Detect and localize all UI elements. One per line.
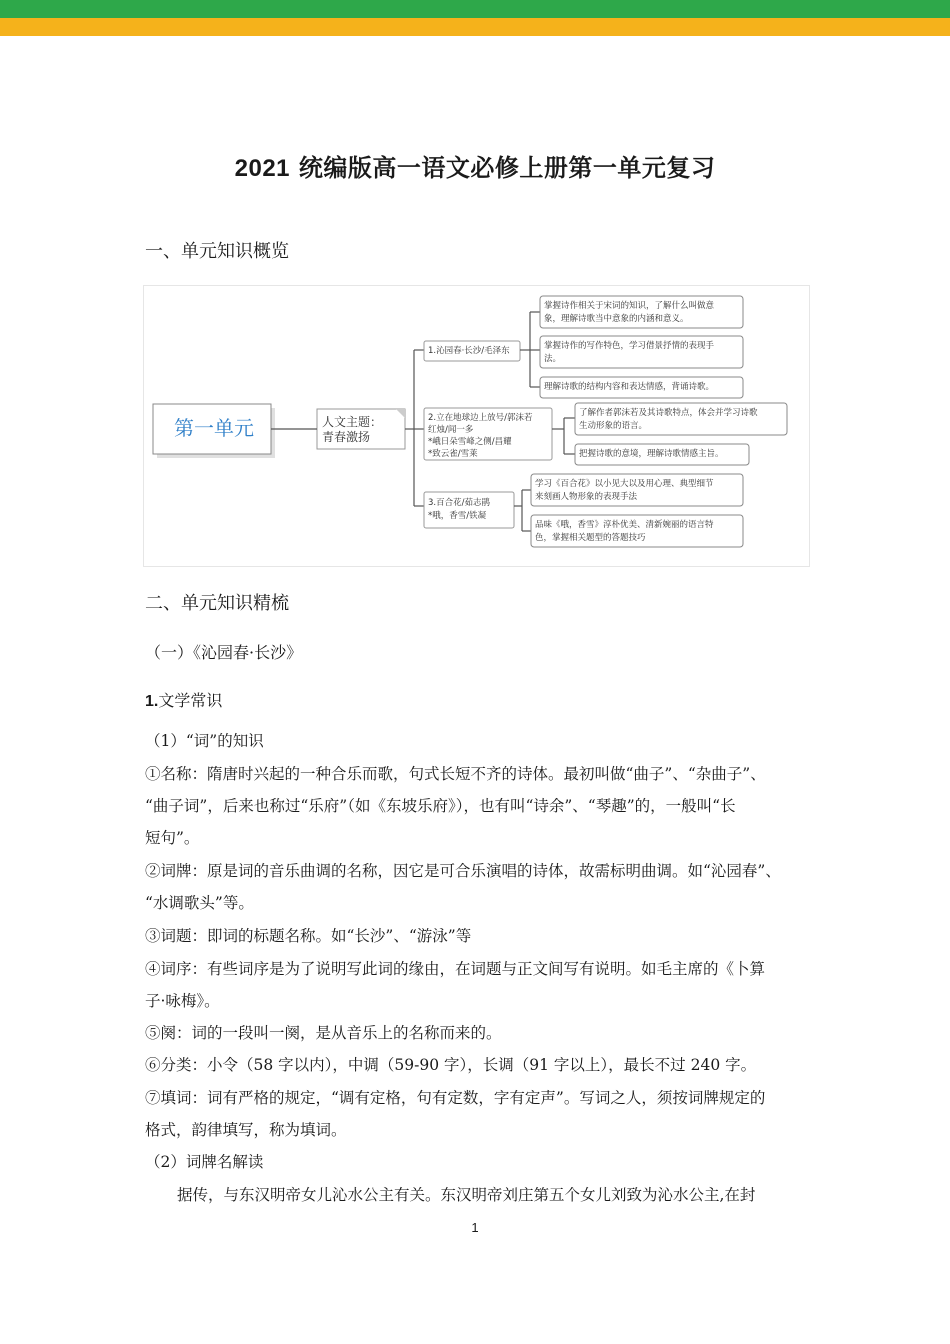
- b3-leaf-1-line2: 来刻画人物形象的表现手法: [535, 492, 638, 502]
- para-citi: ③词题：即词的标题名称。如“长沙”、“游泳”等: [145, 927, 472, 945]
- item-heading-1: （1）“词”的知识: [145, 732, 264, 750]
- b3-leaf-1-line1: 学习《百合花》以小见大以及用心理、典型细节: [535, 479, 714, 489]
- header-band-green: [0, 0, 950, 18]
- para-legend: 据传，与东汉明帝女儿沁水公主有关。东汉明帝刘庄第五个女儿刘致为沁水公主,在封: [177, 1186, 756, 1204]
- branch-3-line1: 3.百合花/茹志鹃: [428, 498, 490, 508]
- b1-leaf-1-line2: 象，理解诗歌当中意象的内涵和意义。: [544, 314, 689, 324]
- section-heading-details: 二、单元知识精梳: [145, 593, 289, 614]
- title-year: 2021: [234, 155, 291, 182]
- para-cixu-line1: ④词序：有些词序是为了说明写此词的缘由，在词题与正文间写有说明。如毛主席的《卜算: [145, 960, 766, 978]
- b2-leaf-1-line2: 生动形象的语言。: [579, 421, 648, 431]
- b1-leaf-3: 理解诗歌的结构内容和表达情感，背诵诗歌。: [544, 382, 715, 392]
- b3-leaf-2-line1: 品味《哦，香雪》淳朴优美、清新婉丽的语言特: [535, 520, 714, 530]
- branch-1-label: 1.沁园春·长沙/毛泽东: [428, 346, 510, 356]
- b1-leaf-2-line2: 法。: [544, 354, 562, 364]
- para-cipai-line2: “水调歌头”等。: [145, 894, 254, 912]
- para-tianci-line2: 格式，韵律填写，称为填词。: [145, 1121, 347, 1139]
- item-heading-2: （2）词牌名解读: [145, 1153, 264, 1171]
- branch-2-line1: 2.立在地球边上放号/郭沫若: [428, 413, 533, 423]
- title-text: 统编版高一语文必修上册第一单元复习: [298, 153, 716, 182]
- point-text: 文学常识: [158, 691, 223, 710]
- document-title: [0, 148, 950, 183]
- theme-label-line2: 青春激扬: [322, 430, 371, 444]
- branch-2-line4: *致云雀/雪莱: [428, 449, 478, 459]
- branch-3-line2: *哦，香雪/铁凝: [428, 511, 487, 521]
- para-name-line2: “曲子词”，后来也称过“乐府”（如《东坡乐府》），也有叫“诗余”、“琴趣”的，一般叫“长: [145, 797, 736, 815]
- para-cixu-line2: 子·咏梅》。: [145, 992, 220, 1010]
- point-heading: [145, 688, 222, 711]
- b2-leaf-1-line1: 了解作者郭沫若及其诗歌特点，体会并学习诗歌: [579, 408, 758, 418]
- page-number: 1: [471, 1220, 479, 1235]
- para-tianci-line1: ⑦填词：词有严格的规定，“调有定格，句有定数，字有定声”。写词之人，须按词牌规定的: [145, 1089, 766, 1107]
- point-number: 1.: [145, 693, 159, 710]
- para-name-line3: 短句”。: [145, 829, 200, 847]
- subsection-heading: （一）《沁园春·长沙》: [145, 643, 303, 662]
- b1-leaf-2-line1: 掌握诗作的写作特色，学习借景抒情的表现手: [544, 341, 715, 351]
- unit-mind-map: [143, 285, 810, 567]
- theme-label-line1: 人文主题：: [322, 415, 383, 429]
- b3-leaf-2-line2: 色，掌握相关题型的答题技巧: [535, 533, 646, 543]
- branch-2-line3: *峨日朵雪峰之侧/昌耀: [428, 437, 512, 447]
- para-que: ⑤阕：词的一段叫一阕，是从音乐上的名称而来的。: [145, 1024, 502, 1042]
- b2-leaf-2: 把握诗歌的意境，理解诗歌情感主旨。: [579, 449, 724, 459]
- para-cipai-line1: ②词牌：原是词的音乐曲调的名称，因它是可合乐演唱的诗体，故需标明曲调。如“沁园春”、: [145, 862, 781, 880]
- para-name-line1: ①名称：隋唐时兴起的一种合乐而歌，句式长短不齐的诗体。最初叫做“曲子”、“杂曲子”、: [145, 765, 766, 783]
- para-fenlei: ⑥分类：小令（58 字以内），中调（59-90 字），长调（91 字以上），最长不过 240 字。: [145, 1056, 757, 1074]
- header-band-orange: [0, 18, 950, 36]
- section-heading-overview: 一、单元知识概览: [145, 241, 289, 262]
- mind-map-root-label: 第一单元: [174, 416, 254, 440]
- branch-2-line2: 红烛/闻一多: [428, 425, 474, 435]
- b1-leaf-1-line1: 掌握诗作相关于宋词的知识，了解什么叫做意: [544, 301, 715, 311]
